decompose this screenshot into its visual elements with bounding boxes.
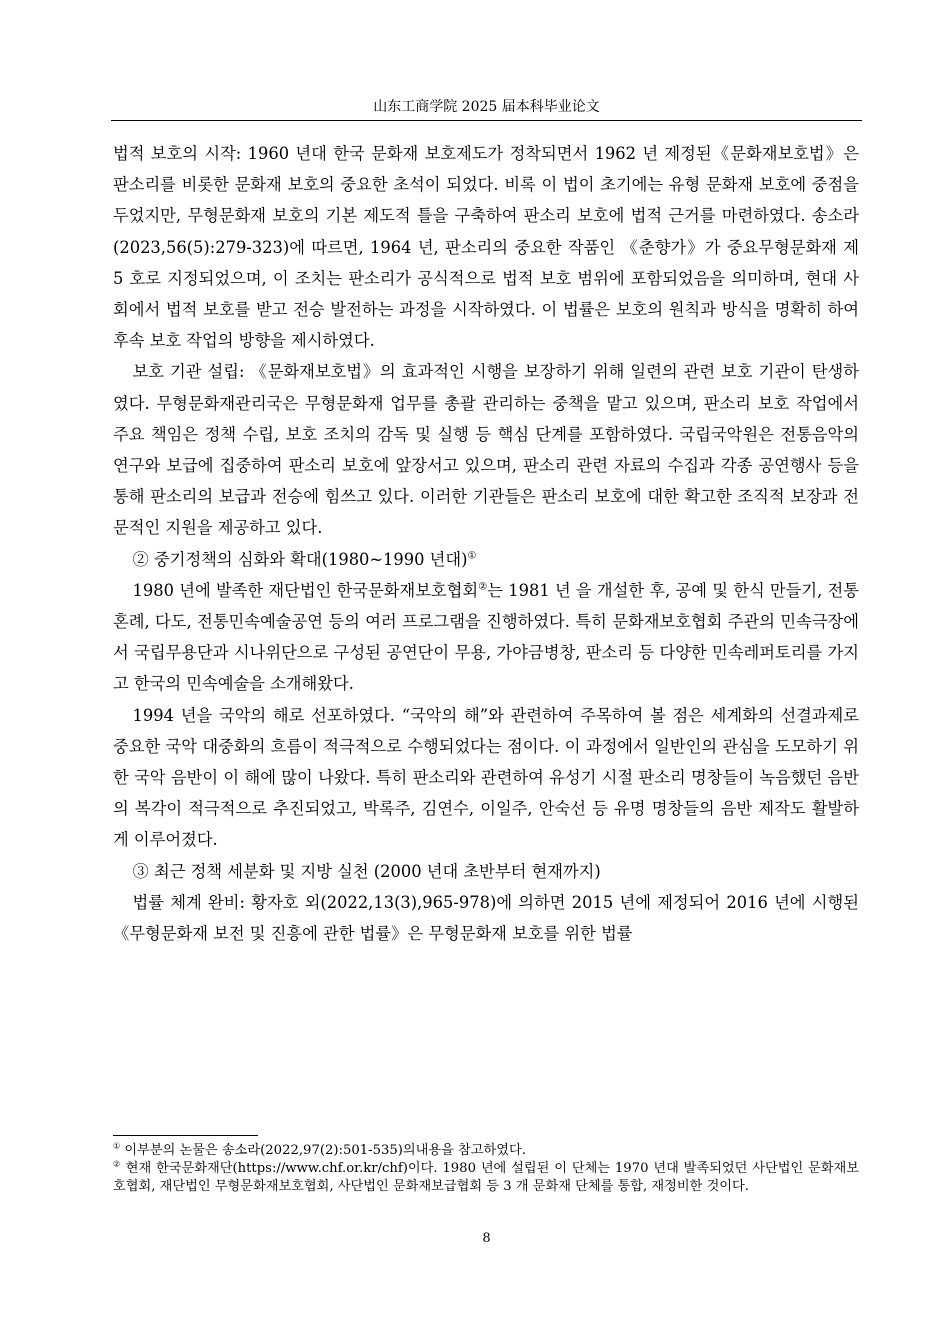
section-heading-text: ② 중기정책의 심화와 확대(1980~1990 년대) [132,549,468,569]
footnote-ref-1[interactable]: ① [467,550,477,562]
page-number: 8 [482,1231,491,1246]
footnote-mark: ② [113,1159,121,1169]
running-header: 山东工商学院 2025 届本科毕业论文 [373,99,600,115]
section-heading-midterm-policy [113,544,859,575]
footnote-2 [113,1160,859,1196]
paragraph-1994-gugak-year: 1994 년을 국악의 해로 선포하였다. “국악의 해”와 관련하여 주목하여 볼 점은 세계화의 선결과제로 중요한 국악 대중화의 흐름이 적극적으로 수행되었다는 점이다. 이 과정에서 일반인의 관심을 도모하기 위한 국악 음반이 이 해에 많이 나왔다. 특히 판소리와 관련하여 유성기 시절 판소리 명창들이 녹음했던 음반의 복각이 적극적으로 추진되었고, 박록주, 김연수, 이일주, 안숙선 등 유명 명창들의 음반 제작도 활발하게 이루어졌다. [113,705,859,850]
header-rule [111,120,862,121]
footnote-1 [113,1142,859,1160]
paragraph-text-part: 1980 년에 발족한 재단법인 한국문화재보호협회 [132,580,479,600]
paragraph-protection-agencies: 보호 기관 설립: 《문화재보호법》의 효과적인 시행을 보장하기 위해 일련의 관련 보호 기관이 탄생하였다. 무형문화재관리국은 무형문화재 업무를 총괄 관리하는 중책을 맡고 있으며, 판소리 보호 작업에서 주요 책임은 정책 수립, 보호 조치의 감독 및 실행 등 핵심 단계를 포함하였다. 국립국악원은 전통음악의 연구와 보급에 집중하여 판소리 보호에 앞장서고 있으며, 판소리 관련 자료의 수집과 각종 공연행사 등을 통해 판소리의 보급과 전승에 힘쓰고 있다. 이러한 기관들은 판소리 보호에 대한 확고한 조직적 보장과 전문적인 지원을 제공하고 있다. [113,362,859,538]
paragraph-legal-system: 법률 체계 완비: 황자호 외(2022,13(3),965-978)에 의하면 2015 년에 제정되어 2016 년에 시행된 《무형문화재 보전 및 진흥에 관한 법률》은 무형문화재 보호를 위한 법률 [113,892,859,944]
paragraph-legal-protection: 법적 보호의 시작: 1960 년대 한국 문화재 보호제도가 정착되면서 1962 년 제정된《문화재보호법》은 판소리를 비롯한 문화재 보호의 중요한 초석이 되었다. 비록 이 법이 초기에는 유형 문화재 보호에 중점을 두었지만, 무형문화재 보호의 기본 제도적 틀을 구축하여 판소리 보호에 법적 근거를 마련하였다. 송소라(2023,56(5):279-323)에 따르면, 1964 년, 판소리의 중요한 작품인 《춘향가》가 중요무형문화재 제 5 호로 지정되었으며, 이 조치는 판소리가 공식적으로 법적 보호 범위에 포함되었음을 의미하며, 현대 사회에서 법적 보호를 받고 전승 발전하는 과정을 시작하였다. 이 법률은 보호의 원칙과 방식을 명확히 하여 후속 보호 작업의 방향을 제시하였다. [113,144,859,351]
body-text [113,138,859,949]
footnote-ref-2[interactable]: ② [478,581,488,593]
footnote-text: 이부분의 논물은 송소라(2022,97(2):501-535)의내용을 참고하였다. [124,1143,526,1158]
footnotes [113,1142,859,1196]
section-heading-recent-policy: ③ 최근 정책 세분화 및 지방 실천 (2000 년대 초반부터 현재까지) [132,861,601,881]
footnote-text: 현재 한국문화재단(https://www.chf.or.kr/chf)이다. 1980 년에 설립된 이 단체는 1970 년대 발족되었던 사단법인 문화재보호협회, 재단법인 무형문화재보호협회, 사단법인 문화재보급협회 등 3 개 문화재 단체를 통합, 재정비한 것이다. [113,1161,859,1194]
footnote-mark: ① [113,1141,121,1151]
footnote-rule [113,1135,258,1136]
paragraph-text-part: 는 1981 년 을 개설한 후, 공예 및 한식 만들기, 전통혼례, 다도, 전통민속예술공연 등의 여러 프로그램을 진행하였다. 특히 문화재보호협회 주관의 민속극장에서 국립무용단과 시나위단으로 구성된 공연단이 무용, 가야금병창, 판소리 등 다양한 민속레퍼토리를 가지고 한국의 민속예술을 소개해왔다. [113,580,859,694]
paragraph-1980-association [113,575,859,700]
